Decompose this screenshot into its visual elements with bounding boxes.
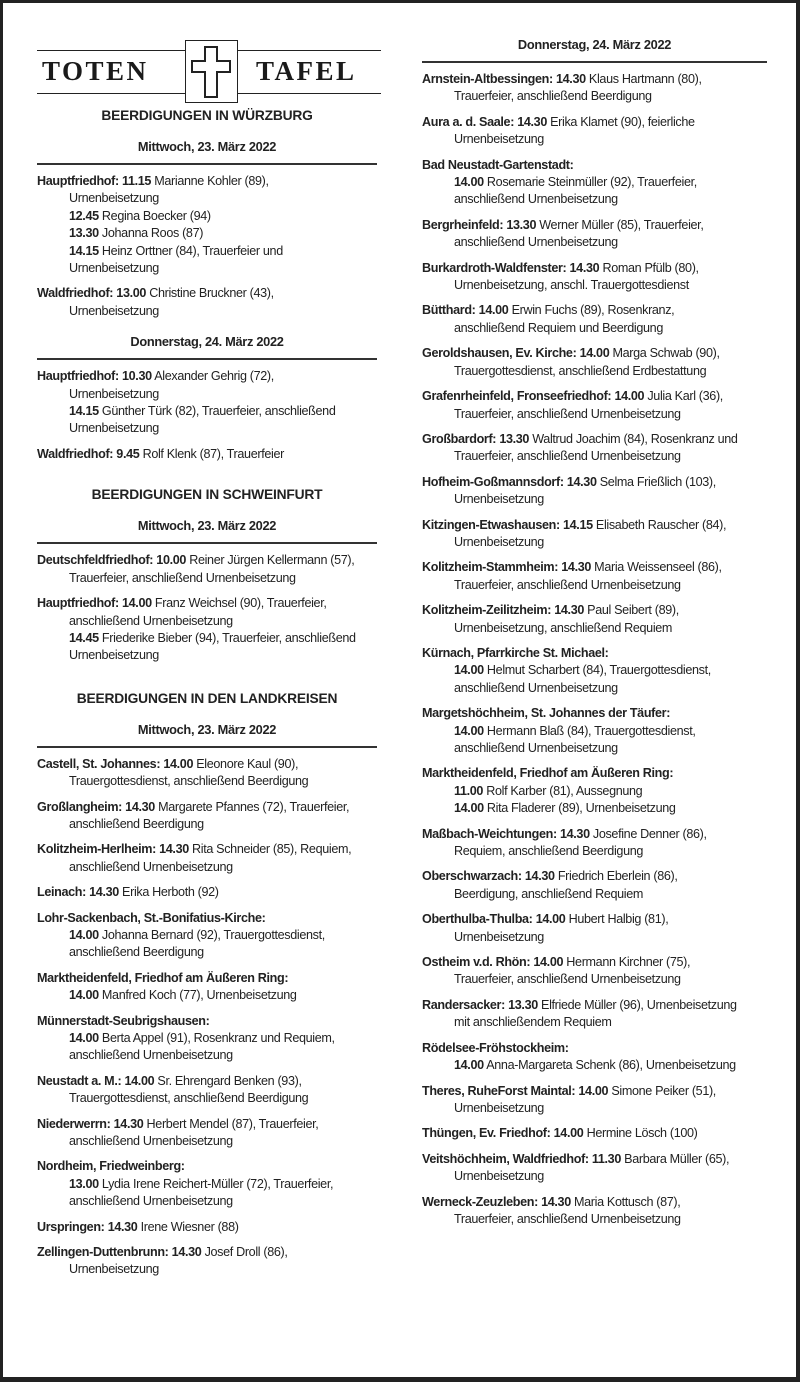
place: Ostheim v.d. Rhön: [422, 955, 531, 970]
place: Bütthard: [422, 303, 476, 318]
section-heading-landkreise: BEERDIGUNGEN IN DEN LANDKREISEN [76, 690, 338, 706]
entry-text: Josefine Denner (86), [589, 826, 707, 841]
entry-line [422, 260, 767, 277]
entry-line [37, 799, 377, 816]
entry-line [37, 841, 377, 858]
entry-line [422, 114, 767, 131]
place: Waldfriedhof: [37, 446, 114, 461]
entry-text: Waltrud Joachim (84), Rosenkranz und [529, 431, 738, 446]
entry-text: Urnenbeisetzung [454, 132, 544, 147]
entry-line [422, 559, 767, 576]
time: 14.30 [569, 260, 600, 275]
place: Kitzingen-Etwashausen: [422, 517, 560, 532]
time: 14.30 [554, 603, 585, 618]
time: 14.00 [454, 663, 484, 678]
entry-text: Günther Türk (82), Trauerfeier, anschließend [98, 404, 336, 419]
place: Oberschwarzach: [422, 869, 522, 884]
list-item [422, 474, 767, 509]
masthead-right-word: TAFEL [256, 56, 357, 86]
entry-line [422, 911, 767, 928]
list-item [422, 705, 767, 757]
time: 14.30 [559, 826, 590, 841]
entry-text: Urnenbeisetzung [69, 386, 159, 401]
time: 10.30 [122, 369, 152, 384]
place: Maßbach-Weichtungen: [422, 826, 557, 841]
time: 14.00 [614, 389, 645, 404]
place: Großlangheim: [37, 799, 123, 814]
entry-line [422, 1083, 767, 1100]
entry-line [422, 1057, 767, 1074]
place: Thüngen, Ev. Friedhof: [422, 1126, 551, 1141]
entry-text: Urnenbeisetzung [69, 191, 159, 206]
cross-icon [185, 40, 238, 103]
list-item [37, 841, 377, 876]
list-item [422, 602, 767, 637]
place: Geroldshausen, Ev. Kirche: [422, 346, 577, 361]
time: 14.00 [163, 756, 194, 771]
time: 14.15 [69, 404, 99, 419]
time: 14.30 [517, 114, 547, 129]
entry-line [422, 705, 767, 722]
date-heading: Mittwoch, 23. März 2022 [37, 139, 377, 165]
list-item [37, 1116, 377, 1151]
time: 14.30 [113, 1116, 144, 1131]
time: 11.00 [454, 783, 484, 798]
place: Hauptfriedhof: [37, 174, 119, 188]
entry-text: Urnenbeisetzung [454, 929, 544, 944]
entry-line [37, 910, 377, 927]
entry-text: Urnenbeisetzung [69, 421, 159, 436]
entry-text: Hermann Kirchner (75), [563, 955, 691, 970]
time: 13.30 [506, 217, 537, 232]
entry-text: Beerdigung, anschließend Requiem [454, 886, 644, 901]
list-item [37, 552, 377, 587]
date-heading: Mittwoch, 23. März 2022 [37, 722, 377, 748]
time: 14.30 [125, 799, 155, 814]
time: 14.30 [541, 1194, 571, 1209]
entry-line [37, 1219, 377, 1236]
entry-line [422, 1125, 767, 1142]
entry-line [422, 783, 767, 800]
entry-text: anschließend Requiem und Beerdigung [454, 320, 663, 335]
list-item [37, 756, 377, 791]
landkreise-day2-list [422, 71, 767, 1228]
list-item [37, 173, 377, 277]
entry-text: Trauerfeier, anschließend Beerdigung [454, 89, 652, 104]
time: 14.30 [561, 560, 592, 575]
time: 14.30 [107, 1219, 138, 1234]
entry-line [422, 71, 767, 88]
entry-text: Urnenbeisetzung [454, 1100, 544, 1115]
entry-text: Simone Peiker (51), [608, 1083, 716, 1098]
place: Zellingen-Duttenbrunn: [37, 1245, 169, 1260]
place: Arnstein-Altbessingen: [422, 72, 553, 86]
entry-text: anschließend Urnenbeisetzung [69, 859, 233, 874]
list-item [422, 388, 767, 423]
place: Deutschfeldfriedhof: [37, 553, 154, 568]
time: 14.00 [553, 1126, 584, 1141]
entry-text: Werner Müller (85), Trauerfeier, [536, 217, 704, 232]
place: Neustadt a. M.: [37, 1073, 122, 1088]
list-item [37, 799, 377, 834]
list-item [422, 217, 767, 252]
entry-text: Margarete Pfannes (72), Trauerfeier, [154, 799, 350, 814]
entry-text: Helmut Scharbert (84), Trauergottesdienst, [483, 663, 711, 678]
entry-text: anschließend Urnenbeisetzung [454, 741, 618, 755]
entry-line [422, 157, 767, 174]
entry-line [37, 1116, 377, 1133]
time: 14.00 [122, 596, 152, 611]
entry-line [37, 1176, 377, 1193]
entry-line [422, 1151, 767, 1168]
entry-text: Urnenbeisetzung [454, 492, 544, 507]
entry-text: Barbara Müller (65), [621, 1151, 730, 1166]
entry-line [422, 1194, 767, 1211]
list-item [422, 645, 767, 697]
time: 13.00 [116, 286, 147, 301]
entry-text: Urnenbeisetzung [69, 648, 159, 663]
date-heading: Mittwoch, 23. März 2022 [37, 518, 377, 544]
entry-line [422, 602, 767, 619]
list-item [422, 826, 767, 861]
place: Münnerstadt-Seubrigshausen: [37, 1013, 210, 1028]
entry-text: Berta Appel (91), Rosenkranz und Requiem, [98, 1031, 335, 1045]
entry-text: Maria Kottusch (87), [570, 1194, 681, 1209]
entry-text: Erwin Fuchs (89), Rosenkranz, [508, 303, 675, 318]
masthead-left-word: TOTEN [42, 56, 149, 86]
list-item [37, 1158, 377, 1210]
entry-text: Paul Seibert (89), [584, 603, 679, 618]
entry-text: Manfred Koch (77), Urnenbeisetzung [98, 988, 297, 1003]
time: 11.30 [591, 1151, 621, 1166]
entry-line [422, 997, 767, 1014]
list-item [37, 970, 377, 1005]
time: 14.00 [454, 801, 484, 816]
entry-text: Anna-Margareta Schenk (86), Urnenbeisetzung [483, 1058, 736, 1073]
entry-line [37, 1013, 377, 1030]
place: Marktheidenfeld, Friedhof am Äußeren Ring: [37, 970, 289, 985]
entry-line [422, 388, 767, 405]
entry-text: Trauerfeier, anschließend Urnenbeisetzung [454, 972, 681, 987]
entry-line [422, 302, 767, 319]
entry-line [37, 1244, 377, 1261]
entry-text: Rolf Klenk (87), Trauerfeier [139, 446, 284, 461]
entry-line [422, 765, 767, 782]
place: Marktheidenfeld, Friedhof am Äußeren Ring: [422, 766, 674, 781]
entry-line [37, 927, 377, 944]
entry-line [37, 970, 377, 987]
list-item [422, 114, 767, 149]
masthead [37, 37, 381, 99]
list-item [37, 285, 377, 320]
entry-text: Regina Boecker (94) [98, 208, 211, 223]
entry-line [37, 1158, 377, 1175]
place: Hofheim-Goßmannsdorf: [422, 474, 564, 489]
entry-line [422, 826, 767, 843]
list-item [37, 1013, 377, 1065]
time: 14.00 [69, 1031, 99, 1045]
time: 13.30 [508, 997, 538, 1012]
time: 14.30 [159, 842, 189, 857]
entry-text: Sr. Ehrengard Benken (93), [154, 1073, 302, 1088]
entry-text: anschließend Urnenbeisetzung [69, 613, 233, 628]
place: Leinach: [37, 885, 86, 900]
place: Urspringen: [37, 1219, 105, 1234]
entry-line [422, 431, 767, 448]
list-item [422, 911, 767, 946]
entry-line [422, 517, 767, 534]
place: Grafenrheinfeld, Fronseefriedhof: [422, 389, 612, 404]
entry-line [422, 954, 767, 971]
place: Bergrheinfeld: [422, 217, 504, 232]
entry-text: Urnenbeisetzung [454, 1169, 544, 1184]
section-heading-wuerzburg: BEERDIGUNGEN IN WÜRZBURG [101, 108, 313, 123]
entry-text: Rosemarie Steinmüller (92), Trauerfeier, [483, 175, 697, 190]
list-item [422, 954, 767, 989]
entry-text: anschließend Urnenbeisetzung [69, 1134, 233, 1149]
time: 14.00 [454, 1058, 484, 1073]
entry-line [422, 662, 767, 679]
right-column [422, 37, 767, 1236]
place: Hauptfriedhof: [37, 596, 119, 611]
entry-text: Reiner Jürgen Kellermann (57), [186, 553, 355, 568]
entry-text: Klaus Hartmann (80), [585, 72, 702, 86]
entry-text: Maria Weissenseel (86), [591, 560, 722, 575]
entry-text: Heinz Orttner (84), Trauerfeier und [98, 243, 283, 258]
time: 12.45 [69, 208, 99, 223]
left-column [37, 108, 377, 1287]
entry-text: Marianne Kohler (89), [151, 174, 269, 188]
place: Kolitzheim-Zeilitzheim: [422, 603, 552, 618]
entry-text: Roman Pfülb (80), [599, 260, 699, 275]
place: Randersacker: [422, 997, 505, 1012]
place: Nordheim, Friedweinberg: [37, 1159, 185, 1174]
list-item [422, 1083, 767, 1118]
entry-line [37, 884, 377, 901]
entry-text: Erika Herboth (92) [118, 885, 219, 900]
entry-line [37, 987, 377, 1004]
entry-text: anschließend Urnenbeisetzung [69, 1048, 233, 1063]
place: Kürnach, Pfarrkirche St. Michael: [422, 645, 609, 660]
entry-line [422, 645, 767, 662]
list-item [422, 868, 767, 903]
entry-text: Johanna Bernard (92), Trauergottesdienst, [98, 927, 325, 942]
entry-line [422, 345, 767, 362]
entry-text: anschließend Urnenbeisetzung [454, 680, 618, 695]
entry-text: Trauerfeier, anschließend Urnenbeisetzung [454, 1211, 681, 1226]
entry-text: anschließend Beerdigung [69, 945, 204, 960]
entry-line [422, 723, 767, 740]
entry-text: Trauerfeier, anschließend Urnenbeisetzung [454, 406, 681, 421]
time: 14.00 [535, 912, 566, 927]
place: Aura a. d. Saale: [422, 114, 515, 129]
entry-text: Trauergottesdienst, anschließend Erdbestattung [454, 363, 707, 378]
place: Großbardorf: [422, 431, 497, 446]
place: Hauptfriedhof: [37, 369, 119, 384]
list-item [422, 302, 767, 337]
entry-text: Rita Schneider (85), Requiem, [188, 842, 352, 857]
entry-text: Urnenbeisetzung [454, 534, 544, 549]
entry-text: Trauergottesdienst, anschließend Beerdigung [69, 1091, 309, 1106]
entry-line [37, 1073, 377, 1090]
entry-text: Marga Schwab (90), [609, 346, 720, 361]
entry-text: Rolf Karber (81), Aussegnung [483, 783, 643, 798]
obituary-page [3, 3, 796, 1377]
entry-text: Hubert Halbig (81), [565, 912, 669, 927]
entry-text: Trauerfeier, anschließend Urnenbeisetzung [69, 570, 296, 585]
entry-text: Elfriede Müller (96), Urnenbeisetzung [537, 997, 737, 1012]
section-heading-schweinfurt: BEERDIGUNGEN IN SCHWEINFURT [91, 487, 323, 503]
place: Rödelsee-Fröhstockheim: [422, 1040, 569, 1055]
time: 13.00 [69, 1176, 99, 1191]
list-item [422, 431, 767, 466]
landkreise-day1-list [37, 756, 377, 1279]
time: 14.00 [69, 927, 99, 942]
list-item [37, 595, 377, 665]
entry-text: Requiem, anschließend Beerdigung [454, 844, 644, 859]
entry-text: Irene Wiesner (88) [137, 1219, 239, 1234]
entry-text: Erika Klamet (90), feierliche [546, 114, 695, 129]
list-item [422, 260, 767, 295]
entry-text: mit anschließendem Requiem [454, 1015, 612, 1030]
place: Oberthulba-Thulba: [422, 912, 533, 927]
time: 14.45 [69, 630, 99, 645]
entry-text: anschließend Beerdigung [69, 816, 204, 831]
entry-text: Trauerfeier, anschließend Urnenbeisetzung [454, 449, 681, 464]
entry-text: Alexander Gehrig (72), [151, 369, 274, 384]
time: 14.30 [171, 1245, 202, 1260]
list-item [422, 1194, 767, 1229]
entry-text: Urnenbeisetzung, anschl. Trauergottesdienst [454, 278, 689, 293]
place: Werneck-Zeuzleben: [422, 1194, 538, 1209]
entry-text: Christine Bruckner (43), [146, 286, 274, 301]
place: Waldfriedhof: [37, 286, 114, 301]
time: 9.45 [116, 446, 140, 461]
entry-line [422, 800, 767, 817]
place: Castell, St. Johannes: [37, 756, 161, 771]
time: 14.00 [533, 955, 564, 970]
entry-text: Herbert Mendel (87), Trauerfeier, [143, 1116, 319, 1131]
place: Kolitzheim-Herlheim: [37, 842, 156, 857]
list-item [422, 765, 767, 817]
entry-text: Josef Droll (86), [201, 1245, 288, 1260]
entry-text: Friedrich Eberlein (86), [554, 869, 678, 884]
entry-text: Julia Karl (36), [644, 389, 723, 404]
entry-line [422, 868, 767, 885]
time: 14.00 [454, 175, 484, 190]
time: 14.00 [69, 988, 99, 1003]
entry-text: Lydia Irene Reichert-Müller (72), Trauerfeier, [98, 1176, 334, 1191]
entry-text: Trauergottesdienst, anschließend Beerdigung [69, 774, 309, 789]
time: 14.30 [566, 474, 597, 489]
place: Lohr-Sackenbach, St.-Bonifatius-Kirche: [37, 910, 266, 925]
entry-text: Urnenbeisetzung, anschließend Requiem [454, 620, 673, 635]
place: Veitshöchheim, Waldfriedhof: [422, 1151, 589, 1166]
time: 13.30 [499, 431, 530, 446]
list-item [37, 368, 377, 438]
place: Bad Neustadt-Gartenstadt: [422, 157, 574, 172]
entry-line [422, 217, 767, 234]
place: Theres, RuheForst Maintal: [422, 1083, 576, 1098]
list-item [422, 997, 767, 1032]
place: Kolitzheim-Stammheim: [422, 560, 559, 575]
entry-text: anschließend Urnenbeisetzung [454, 235, 618, 250]
entry-text: anschließend Urnenbeisetzung [454, 192, 618, 207]
entry-text: Selma Frießlich (103), [596, 474, 716, 489]
list-item [422, 559, 767, 594]
time: 14.00 [578, 1083, 609, 1098]
time: 14.15 [563, 517, 593, 532]
entry-text: Friederike Bieber (94), Trauerfeier, anschließend [98, 630, 356, 645]
entry-text: Urnenbeisetzung [69, 261, 159, 276]
list-item [37, 1219, 377, 1236]
time: 14.00 [124, 1073, 155, 1088]
place: Niederwerrn: [37, 1116, 111, 1131]
list-item [37, 1244, 377, 1279]
time: 14.00 [454, 723, 484, 738]
list-item [37, 884, 377, 901]
time: 14.30 [524, 869, 555, 884]
entry-line [422, 174, 767, 191]
entry-text: Eleonore Kaul (90), [193, 756, 299, 771]
list-item [422, 1125, 767, 1142]
entry-text: Hermann Blaß (84), Trauergottesdienst, [483, 723, 696, 738]
list-item [37, 1073, 377, 1108]
entry-line [422, 474, 767, 491]
date-heading: Donnerstag, 24. März 2022 [37, 334, 377, 360]
time: 13.30 [69, 226, 99, 241]
list-item [422, 1040, 767, 1075]
list-item [422, 71, 767, 106]
entry-text: Trauerfeier, anschließend Urnenbeisetzung [454, 577, 681, 592]
entry-text: Urnenbeisetzung [69, 303, 159, 318]
entry-text: Franz Weichsel (90), Trauerfeier, [151, 596, 327, 611]
place: Margetshöchheim, St. Johannes der Täufer: [422, 706, 671, 721]
list-item [422, 157, 767, 209]
time: 14.00 [478, 303, 509, 318]
place: Burkardroth-Waldfenster: [422, 260, 567, 275]
entry-line [37, 1030, 377, 1047]
time: 14.15 [69, 243, 99, 258]
entry-text: Elisabeth Rauscher (84), [592, 517, 727, 532]
entry-text: Rita Fladerer (89), Urnenbeisetzung [483, 801, 676, 816]
time: 10.00 [156, 553, 187, 568]
time: 14.30 [89, 885, 119, 900]
list-item [422, 1151, 767, 1186]
list-item [422, 345, 767, 380]
time: 14.00 [579, 346, 610, 361]
time: 14.30 [556, 72, 586, 86]
entry-text: anschließend Urnenbeisetzung [69, 1194, 233, 1209]
date-heading: Donnerstag, 24. März 2022 [422, 37, 767, 63]
entry-line [37, 756, 377, 773]
entry-text: Urnenbeisetzung [69, 1262, 159, 1277]
entry-text: Johanna Roos (87) [98, 226, 204, 241]
list-item [422, 517, 767, 552]
entry-text: Hermine Lösch (100) [583, 1126, 698, 1141]
list-item [37, 446, 377, 463]
entry-line [422, 1040, 767, 1057]
time: 11.15 [122, 174, 152, 188]
list-item [37, 910, 377, 962]
